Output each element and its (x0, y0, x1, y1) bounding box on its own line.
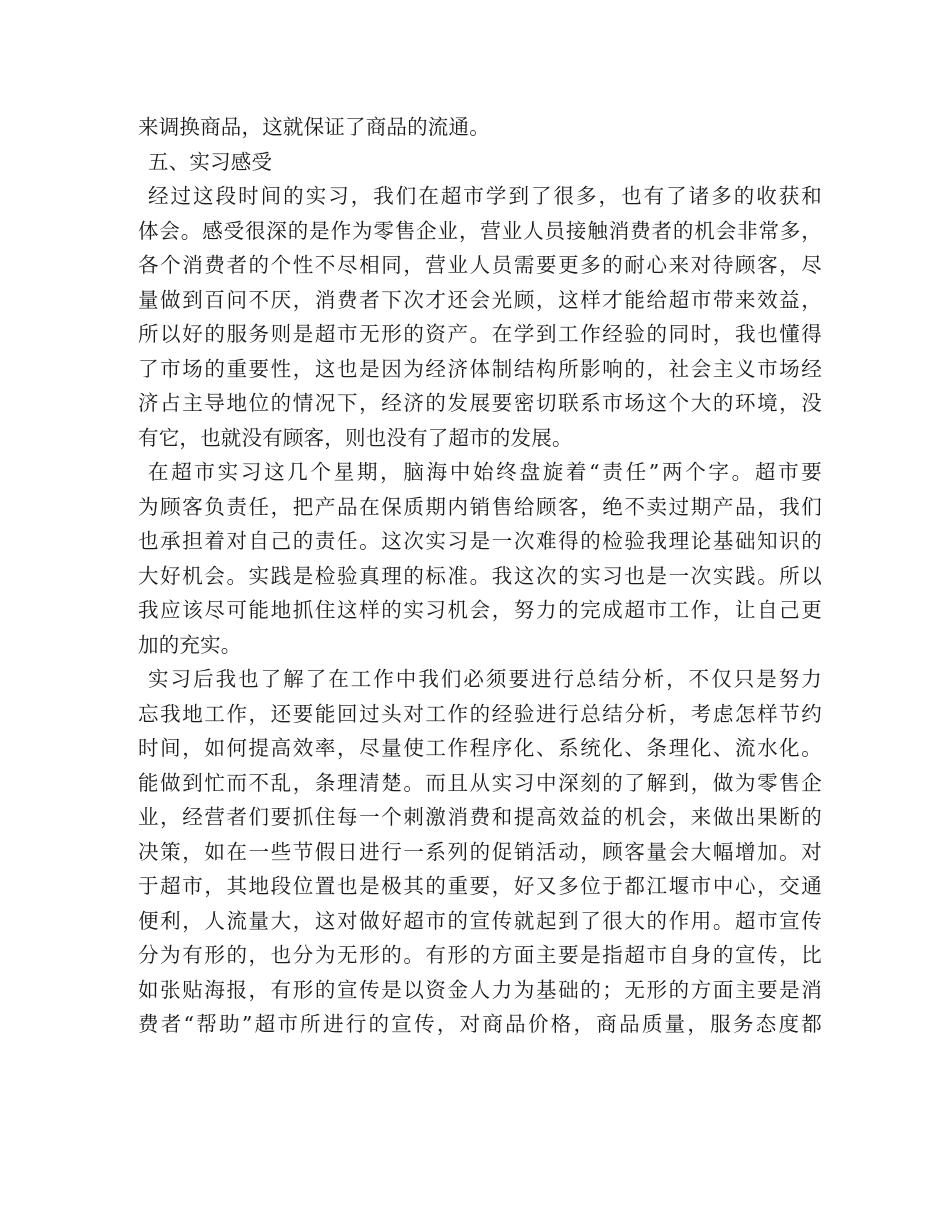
text-line: 也承担着对自己的责任。这次实习是一次难得的检验我理论基础知识的 (138, 529, 822, 553)
text-line: 有它，也就没有顾客，则也没有了超市的发展。 (138, 425, 573, 450)
text-line: 来调换商品，这就保证了商品的流通。 (138, 115, 490, 139)
text-line: 分为有形的，也分为无形的。有形的方面主要是指超市自身的宣传，比 (138, 943, 822, 967)
text-line: 忘我地工作，还要能回过头对工作的经验进行总结分析，考虑怎样节约 (138, 701, 822, 726)
text-line: 能做到忙而不乱，条理清楚。而且从实习中深刻的了解到，做为零售企 (138, 770, 822, 795)
text-line: 各个消费者的个性不尽相同，营业人员需要更多的耐心来对待顾客，尽 (138, 253, 822, 277)
text-line: 时间，如何提高效率，尽量使工作程序化、系统化、条理化、流水化。 (138, 736, 822, 760)
section-heading: 五、实习感受 (148, 149, 273, 174)
text-line: 实习后我也了解了在工作中我们必须要进行总结分析，不仅只是努力 (148, 667, 822, 691)
document-body-text (138, 110, 822, 1042)
text-line: 经过这段时间的实习，我们在超市学到了很多，也有了诸多的收获和 (148, 184, 822, 208)
text-line: 决策，如在一些节假日进行一系列的促销活动，顾客量会大幅增加。对 (138, 839, 822, 864)
text-line: 在超市实习这几个星期，脑海中始终盘旋着“责任”两个字。超市要 (148, 460, 822, 484)
text-line: 便利，人流量大，这对做好超市的宣传就起到了很大的作用。超市宣传 (138, 908, 822, 933)
text-line: 体会。感受很深的是作为零售企业，营业人员接触消费者的机会非常多， (138, 218, 822, 243)
text-line: 为顾客负责任，把产品在保质期内销售给顾客，绝不卖过期产品，我们 (138, 494, 822, 519)
text-line: 量做到百问不厌，消费者下次才还会光顾，这样才能给超市带来效益， (138, 287, 822, 312)
text-line: 了市场的重要性，这也是因为经济体制结构所影响的，社会主义市场经 (138, 356, 822, 381)
text-line: 业，经营者们要抓住每一个刺激消费和提高效益的机会，来做出果断的 (138, 805, 822, 829)
text-line: 加的充实。 (138, 632, 242, 657)
text-line: 我应该尽可能地抓住这样的实习机会，努力的完成超市工作，让自己更 (138, 598, 822, 622)
text-line: 所以好的服务则是超市无形的资产。在学到工作经验的同时，我也懂得 (138, 322, 822, 346)
text-line: 费者“帮助”超市所进行的宣传，对商品价格，商品质量，服务态度都 (138, 1012, 822, 1036)
text-line: 如张贴海报，有形的宣传是以资金人力为基础的；无形的方面主要是消 (138, 977, 822, 1002)
text-line: 大好机会。实践是检验真理的标准。我这次的实习也是一次实践。所以 (138, 563, 822, 588)
text-line: 于超市，其地段位置也是极其的重要，好又多位于都江堰市中心，交通 (138, 874, 822, 898)
text-line: 济占主导地位的情况下，经济的发展要密切联系市场这个大的环境，没 (138, 391, 822, 415)
